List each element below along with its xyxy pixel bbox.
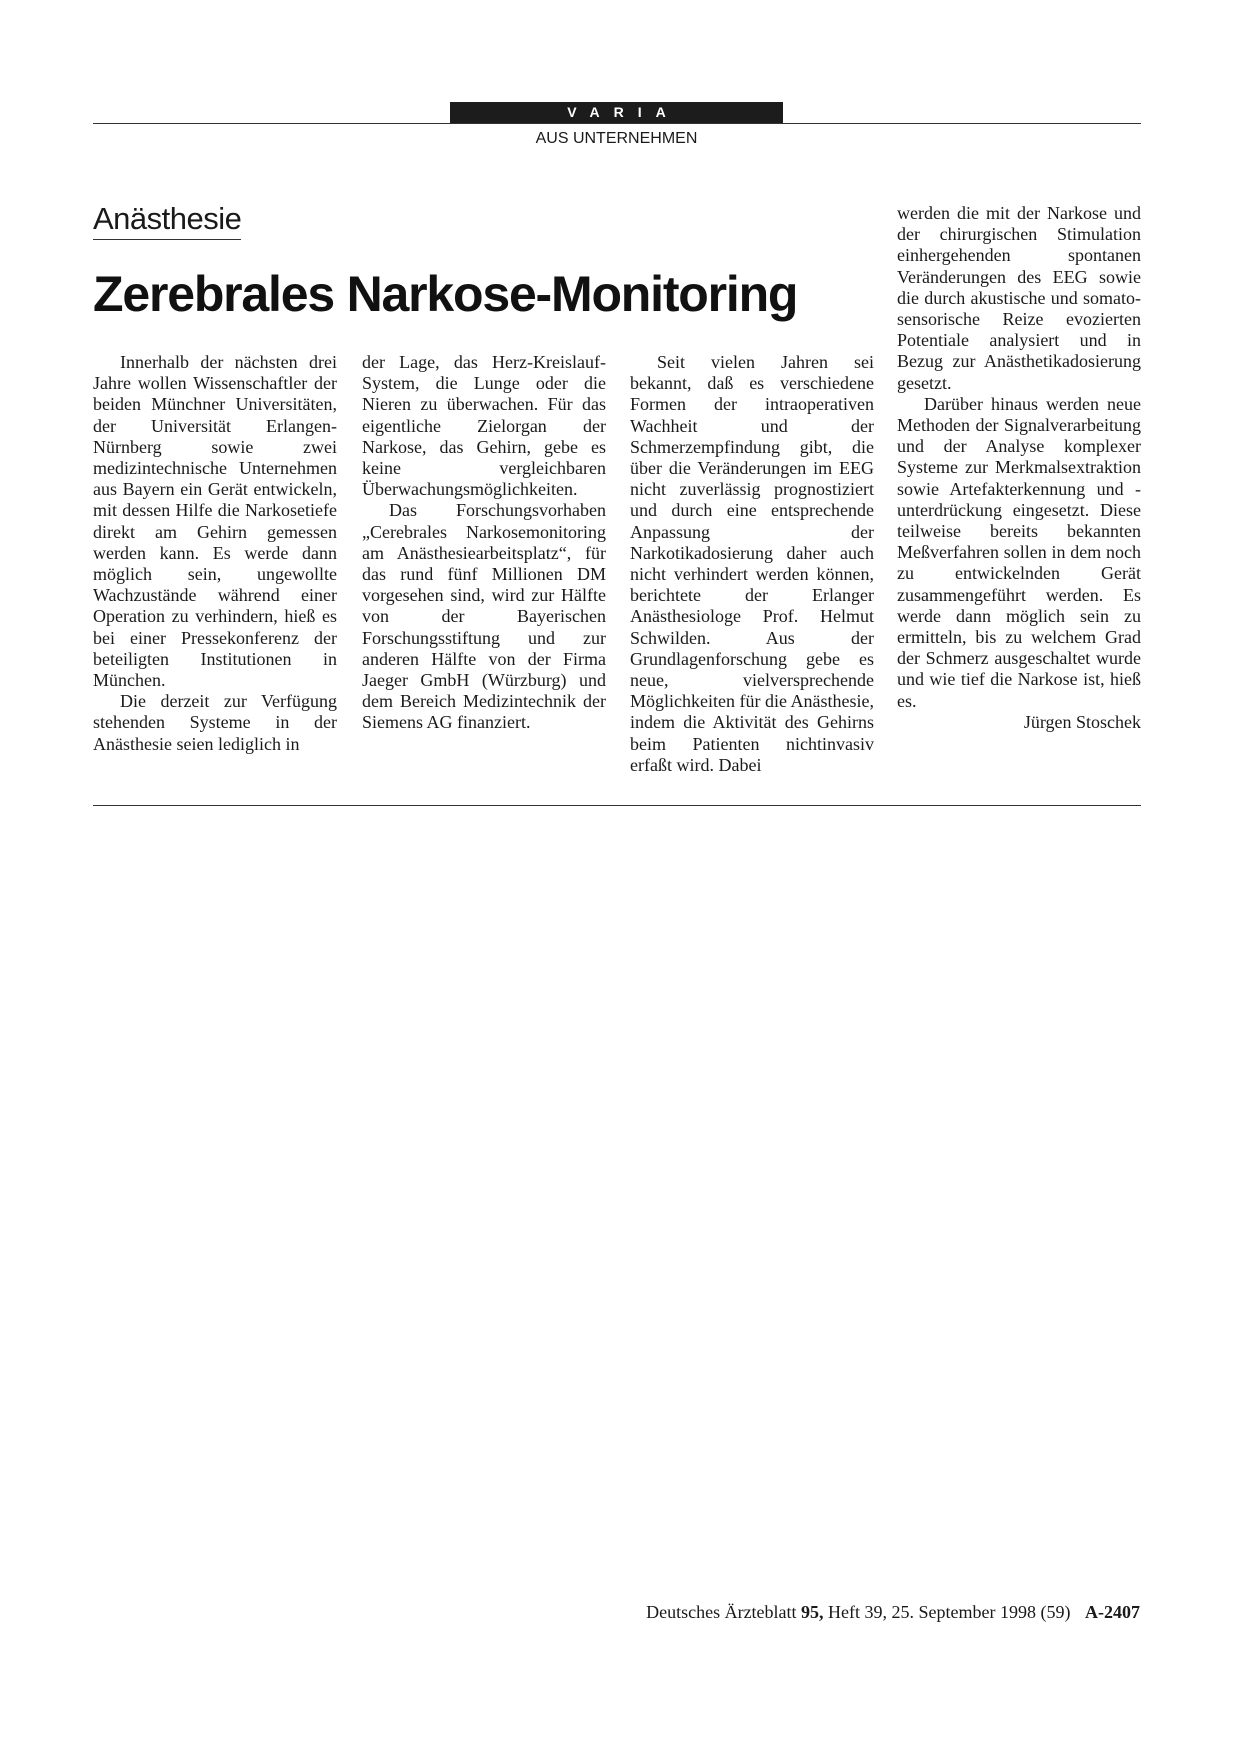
article-column-3 [630, 352, 874, 776]
header-rule [93, 123, 1141, 124]
journal-name: Deutsches Ärzteblatt [646, 1602, 797, 1622]
article-paragraph-continued: der Lage, das Herz-Kreislauf-System, die Lunge oder die Nieren zu überwachen. Für das eigentliche Zielorgan der Narkose, das Gehirn, gebe es keine vergleichbaren Überwachungsmöglichkeiten. [362, 352, 606, 500]
article-kicker: Anästhesie [93, 200, 241, 240]
article-author: Jürgen Stoschek [1023, 711, 1141, 732]
article-title: Zerebrales Narkose-Monitoring [93, 266, 798, 322]
article-column-2 [362, 352, 606, 734]
kicker-container [93, 200, 241, 240]
article-paragraph-continued: werden die mit der Narkose und der chirurgischen Stimulation einhergehenden spontanen Veränderungen des EEG sowie die durch akustische und somato-sensorische Reize evozierten Potentiale analysiert und in Bezug zur Anästhetikadosierung gesetzt. [897, 203, 1141, 393]
article-paragraph: Die derzeit zur Verfügung stehenden Systeme in der Anästhesie seien lediglich in [93, 691, 337, 754]
article-column-4 [897, 203, 1141, 733]
article-end-rule [93, 805, 1141, 806]
article-column-1 [93, 352, 337, 755]
article-paragraph: Das Forschungsvorhaben „Cerebrales Narkosemonitoring am Anästhesiearbeitsplatz“, für das rund fünf Millionen DM vorgesehen sind, wird zur Hälfte von der Bayerischen Forschungsstiftung und zur anderen Hälfte von der Firma Jaeger GmbH (Würzburg) und dem Bereich Medizintechnik der Siemens AG finanziert. [362, 500, 606, 733]
journal-volume: 95, [801, 1602, 824, 1622]
article-paragraph: Seit vielen Jahren sei bekannt, daß es verschiedene Formen der intraoperativen Wachheit und der Schmerzempfindung gibt, die über die Veränderungen im EEG nicht zuverlässig prognostiziert und durch eine entsprechende Anpassung der Narkotikadosierung daher auch nicht verhindert werden können, berichtete der Erlanger Anästhesiologe Prof. Helmut Schwilden. Aus der Grundlagenforschung gebe es neue, vielversprechende Möglichkeiten für die Anästhesie, indem die Aktivität des Gehirns beim Patienten nichtinvasiv erfaßt wird. Dabei [630, 352, 874, 775]
subsection-label: AUS UNTERNEHMEN [535, 130, 698, 147]
page-number: A-2407 [1085, 1602, 1140, 1622]
article-paragraph: Innerhalb der nächsten drei Jahre wollen Wissenschaftler der beiden Münchner Universitäten, der Universität Erlangen-Nürnberg sowie zwei medizintechnische Unternehmen aus Bayern ein Gerät entwickeln, mit dessen Hilfe die Narkosetiefe direkt am Gehirn gemessen werden kann. Es werde dann möglich sein, ungewollte Wachzustände während einer Operation zu verhindern, hieß es bei einer Pressekonferenz der beteiligten Institutionen in München. [93, 352, 337, 691]
journal-issue: Heft 39, 25. September 1998 (59) [828, 1602, 1071, 1622]
page-footer [646, 1600, 1140, 1624]
article-paragraph: Darüber hinaus werden neue Methoden der Signalverarbeitung und der Analyse komplexer Systeme zur Merkmalsextraktion sowie Artefakterkennung und -unterdrückung eingesetzt. Diese teilweise bereits bekannten Meßverfahren sollen in dem noch zu entwickelnden Gerät zusammengeführt werden. Es werde dann möglich sein zu ermitteln, bis zu welchem Grad der Schmerz ausgeschaltet wurde und wie tief die Narkose ist, hieß es. [897, 393, 1141, 711]
section-label: VARIA [450, 102, 783, 123]
